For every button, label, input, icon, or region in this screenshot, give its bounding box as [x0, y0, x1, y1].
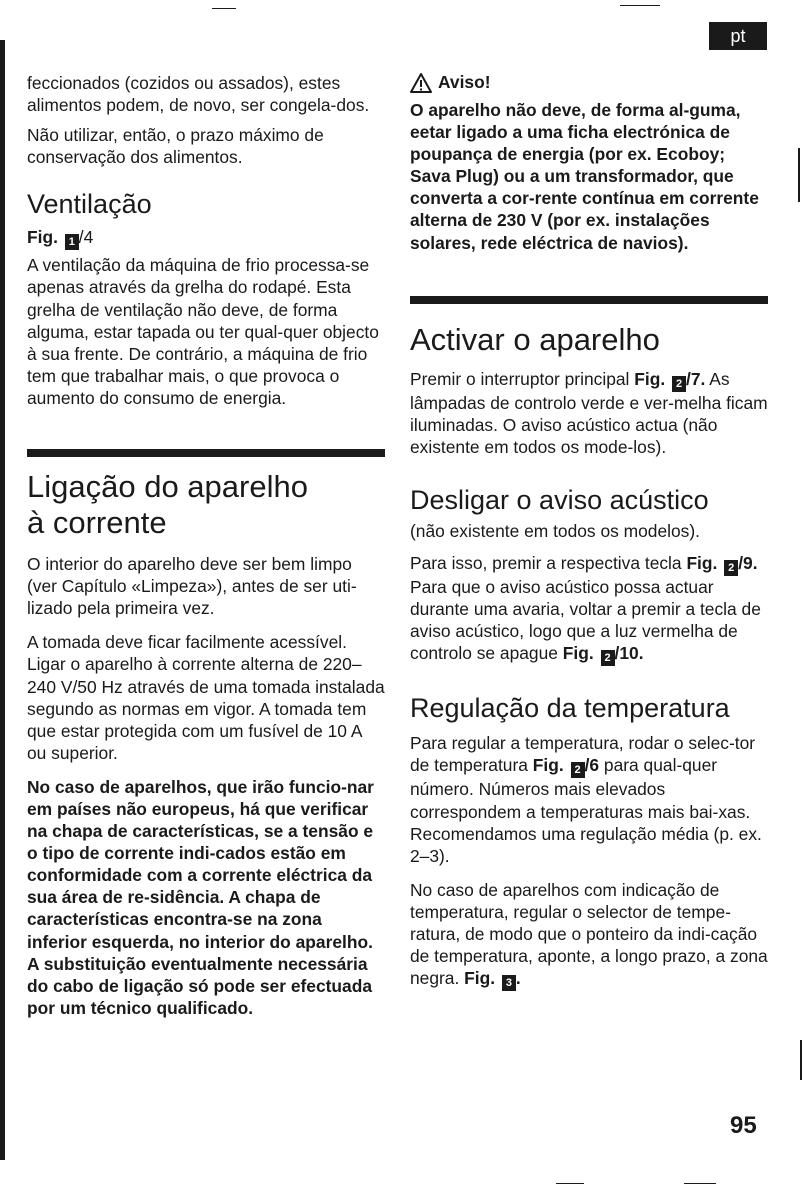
ventilacao-figure-ref	[27, 226, 385, 250]
fig-prefix: Fig.	[464, 968, 496, 989]
regulacao-text-b: para qual-quer número. Números mais elevados correspondem a temperaturas mais bai-xas. Recomendamos uma regulação média (p. ex. 2–3).	[410, 755, 762, 866]
ligacao-warning-paragraph: No caso de aparelhos, que irão funcio-nar em países não europeus, há que verificar na chapa de características, se a tensão e o tipo de corrente indi-cados estão em conformidade com a corrente eléctrica da sua área de re-sidência. A chapa de características encontra-se na zona inferior esquerda, no interior do aparelho. A substituição eventualmente necessária do cabo de ligação só pode ser efectuada por um técnico qualificado.	[27, 776, 374, 1018]
intro-paragraph-1: feccionados (cozidos ou assados), estes alimentos podem, de novo, ser congela-dos.	[27, 73, 370, 116]
left-column	[27, 72, 385, 1019]
fig-suffix: /6	[584, 755, 600, 776]
activar-heading: Activar o aparelho	[410, 321, 660, 357]
right-column	[410, 72, 768, 991]
aviso-title: Aviso!	[438, 72, 491, 92]
figure-number-box: 1	[65, 234, 79, 250]
section-rule	[410, 296, 768, 304]
scan-speck	[798, 148, 800, 202]
regulacao-heading: Regulação da temperatura	[410, 693, 730, 724]
regulacao-text-c: No caso de aparelhos com indicação de temperatura, regular o selector de tempe-ratura, de modo que o ponteiro da indi-cação de temperatura, aponte, a longo prazo, a zona negra.	[410, 879, 768, 989]
section-rule	[27, 449, 385, 457]
figure-number-box: 2	[571, 762, 585, 778]
fig-prefix: Fig.	[634, 368, 666, 389]
fig-suffix: /9.	[738, 553, 758, 574]
aviso-header	[410, 72, 768, 93]
ligacao-paragraph-2: A tomada deve ficar facilmente acessível. Ligar o aparelho à corrente alterna de 220–240 V/50 Hz através de uma tomada instalada segundo as normas em vigor. A tomada tem que estar protegida com um fusível de 10 A ou superior.	[27, 632, 385, 763]
regulacao-text-a: Para regular a temperatura, rodar o selec-tor de temperatura	[410, 733, 756, 776]
figure-number-box: 2	[601, 650, 615, 666]
language-badge: pt	[709, 22, 767, 50]
regulacao-paragraph-2	[410, 879, 768, 991]
ventilacao-heading: Ventilação	[27, 189, 152, 220]
desligar-text-a: Para isso, premir a respectiva tecla	[410, 553, 682, 574]
desligar-text-b: Para que o aviso acústico possa actuar durante uma avaria, voltar a premir a tecla de aviso acústico, logo que a luz vermelha de controlo se apague	[410, 577, 761, 664]
intro-paragraph-2: Não utilizar, então, o prazo máximo de conservação dos alimentos.	[27, 125, 324, 168]
ligacao-heading	[27, 469, 385, 541]
activar-paragraph	[410, 368, 768, 458]
scan-speck	[212, 8, 236, 9]
scan-speck	[620, 5, 660, 6]
desligar-paragraph-2	[410, 552, 768, 666]
warning-triangle-icon	[410, 73, 432, 93]
scan-speck	[684, 1183, 716, 1184]
ligacao-heading-line-2: à corrente	[27, 505, 167, 541]
figure-number-box: 2	[672, 376, 686, 392]
desligar-paragraph-1: (não existente em todos os modelos).	[410, 520, 700, 541]
fig-suffix: /10.	[614, 643, 644, 664]
figure-number-box: 2	[724, 560, 738, 576]
page-number: 95	[730, 1112, 757, 1139]
fig-prefix: Fig.	[532, 755, 564, 776]
fig-prefix: Fig.	[686, 553, 718, 574]
fig-suffix: .	[515, 968, 521, 989]
activar-text-after: As lâmpadas de controlo verde e ver-melha ficam iluminadas. O aviso acústico actua (não existente em todos os mode-los).	[410, 368, 768, 457]
left-margin-bar	[0, 40, 5, 1160]
aviso-text: O aparelho não deve, de forma al-guma, eetar ligado a uma ficha electrónica de poupança de energia (por ex. Ecoboy; Sava Plug) ou a um transformador, que converta a cor-rente contínua em corrente alterna de 230 V (por ex. instalações solares, rede eléctrica de navios).	[410, 100, 759, 253]
scan-speck	[556, 1183, 584, 1184]
scan-speck	[800, 1040, 802, 1080]
regulacao-paragraph-1	[410, 732, 768, 866]
fig-prefix: Fig.	[27, 227, 58, 248]
activar-text-before: Premir o interruptor principal	[410, 368, 630, 389]
fig-prefix: Fig.	[562, 643, 594, 664]
desligar-heading: Desligar o aviso acústico	[410, 484, 709, 515]
figure-number-box: 3	[502, 975, 516, 991]
fig-suffix: /7.	[686, 368, 706, 389]
fig-suffix: /4	[78, 227, 94, 248]
ligacao-paragraph-1: O interior do aparelho deve ser bem limpo (ver Capítulo «Limpeza»), antes de ser uti-lizado pela primeira vez.	[27, 554, 357, 619]
ventilacao-paragraph: A ventilação da máquina de frio processa-se apenas através da grelha do rodapé. Esta grelha de ventilação não deve, de forma alguma, estar tapada ou ter qual-quer objecto à sua frente. De contrário, a máquina de frio tem que trabalhar mais, o que provoca o aumento do consumo de energia.	[27, 255, 379, 408]
ligacao-heading-line-1: Ligação do aparelho	[27, 469, 308, 505]
